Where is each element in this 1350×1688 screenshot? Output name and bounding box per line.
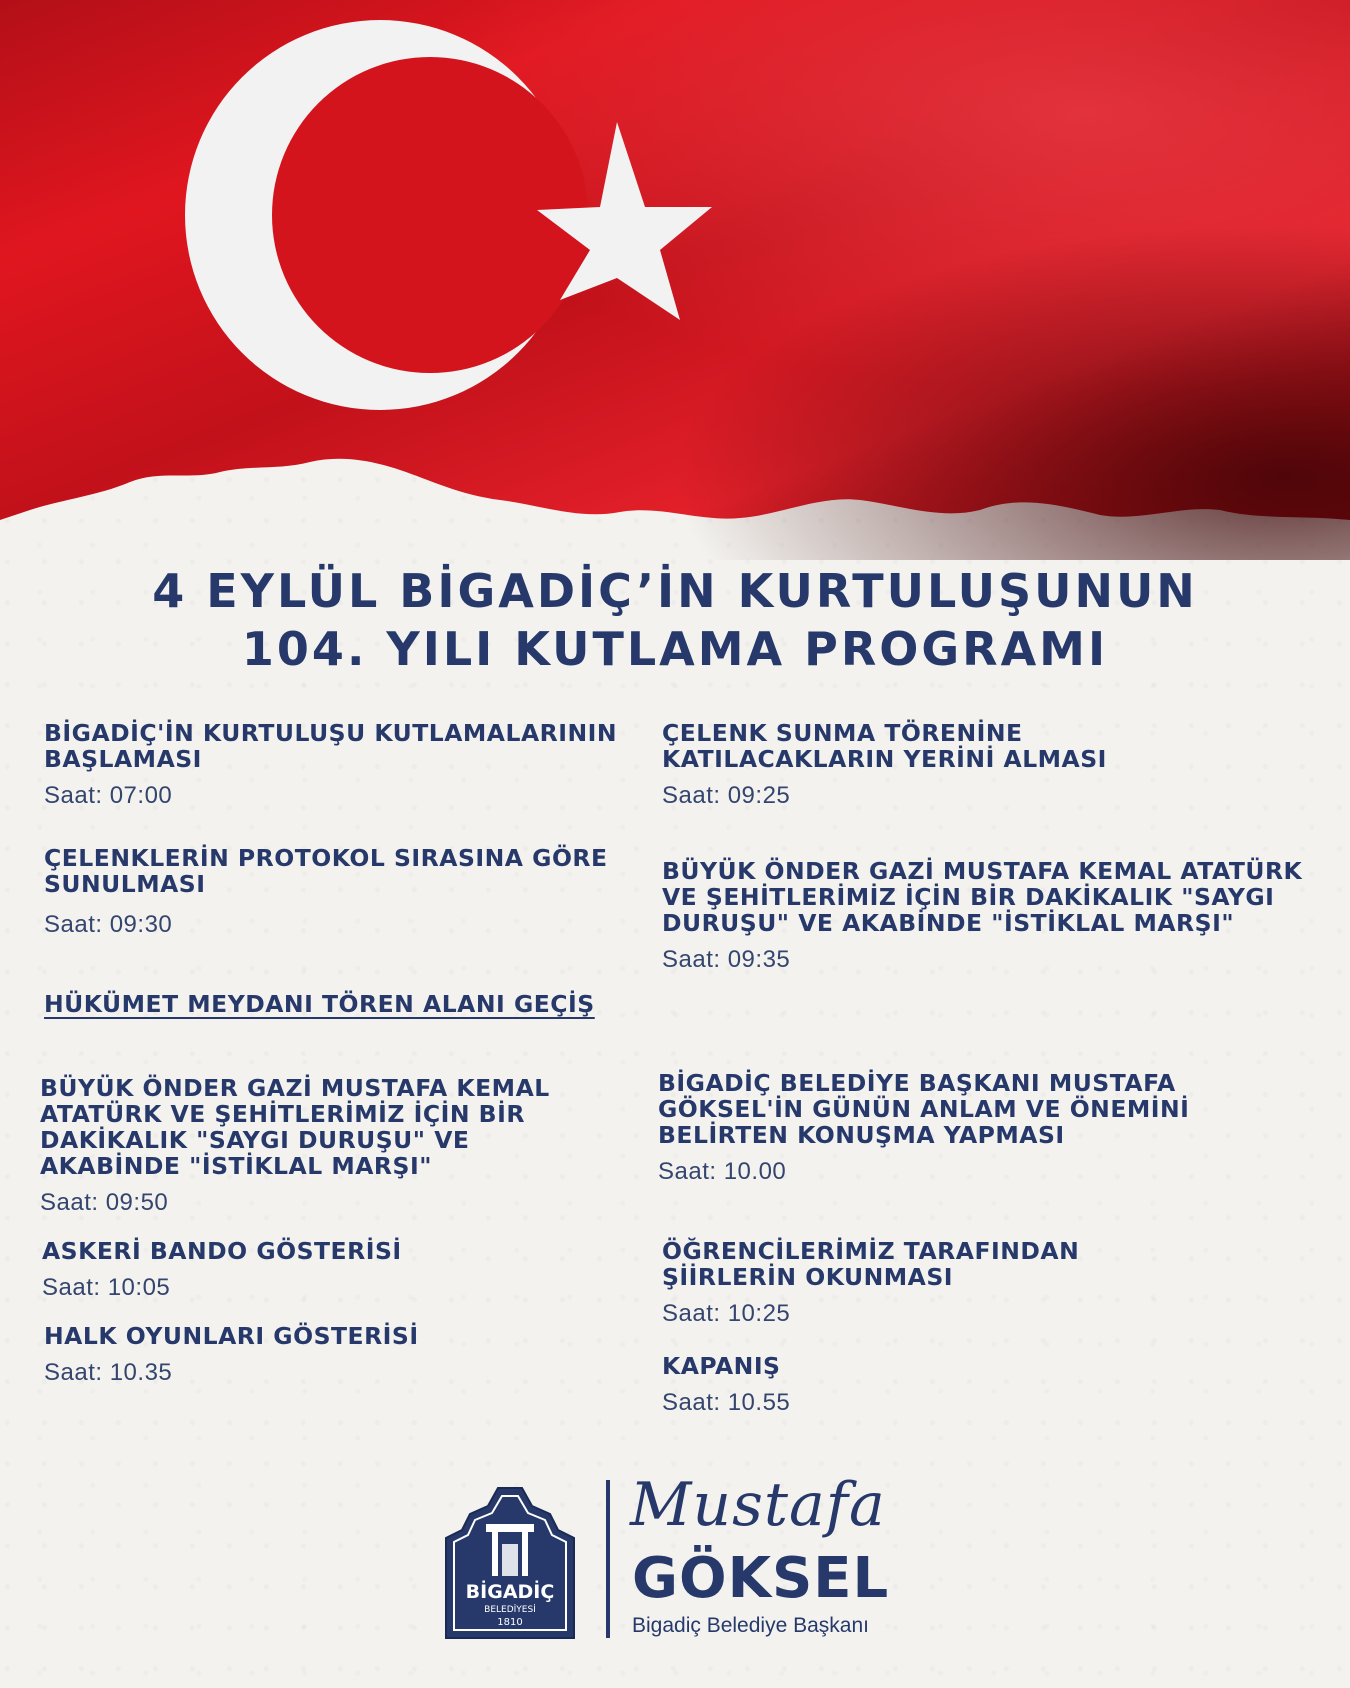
event-title: ÖĞRENCİLERİMİZ TARAFINDAN ŞİİRLERİN OKUNMASI xyxy=(662,1237,1080,1291)
section-heading: HÜKÜMET MEYDANI TÖREN ALANI GEÇİŞ xyxy=(44,990,595,1018)
event-time: Saat: 10.55 xyxy=(662,1389,791,1416)
event-title: BÜYÜK ÖNDER GAZİ MUSTAFA KEMAL ATATÜRK VE ŞEHİTLERİMİZ İÇİN BİR DAKİKALIK "SAYGI DURUŞU" VE AKABİNDE "İSTİKLAL MARŞI" xyxy=(40,1074,550,1180)
event-item xyxy=(658,1070,1218,1186)
title-line-2: 104. YILI KUTLAMA PROGRAMI xyxy=(241,622,1109,676)
event-title: ASKERİ BANDO GÖSTERİSİ xyxy=(42,1237,402,1265)
signature-name: GÖKSEL xyxy=(632,1546,890,1611)
event-item xyxy=(662,1238,1222,1328)
event-title: KAPANIŞ xyxy=(662,1352,781,1380)
event-time: Saat: 10.35 xyxy=(44,1359,173,1386)
event-item xyxy=(662,720,1262,810)
event-title: ÇELENKLERİN PROTOKOL SIRASINA GÖRE SUNULMASI xyxy=(44,844,608,898)
event-item xyxy=(662,1353,1222,1417)
event-time: Saat: 10.00 xyxy=(658,1158,787,1185)
event-time: Saat: 10:25 xyxy=(662,1300,791,1327)
event-item xyxy=(42,1238,602,1302)
logo-subtext: BELEDİYESİ xyxy=(484,1605,536,1615)
footer-signature xyxy=(440,1470,1000,1650)
event-time: Saat: 07:00 xyxy=(44,782,173,809)
event-time: Saat: 09:35 xyxy=(662,946,791,973)
turkish-flag-banner xyxy=(0,0,1350,560)
event-time: Saat: 10:05 xyxy=(42,1274,171,1301)
page-title xyxy=(0,562,1350,678)
signature-script: Mustafa xyxy=(630,1470,886,1540)
event-title: ÇELENK SUNMA TÖRENİNE KATILACAKLARIN YERİNİ ALMASI xyxy=(662,719,1107,773)
event-title: BİGADİÇ BELEDİYE BAŞKANI MUSTAFA GÖKSEL'İN GÜNÜN ANLAM VE ÖNEMİNİ BELİRTEN KONUŞMA YAPMASI xyxy=(658,1069,1190,1149)
event-title: BİGADİÇ'İN KURTULUŞU KUTLAMALARININ BAŞLAMASI xyxy=(44,719,618,773)
logo-year: 1810 xyxy=(497,1617,523,1628)
event-time: Saat: 09:30 xyxy=(44,911,173,938)
logo-text: BİGADİÇ xyxy=(465,1581,555,1603)
event-item xyxy=(44,720,624,810)
signature-role: Bigadiç Belediye Başkanı xyxy=(632,1614,869,1637)
event-time: Saat: 09:50 xyxy=(40,1189,169,1216)
event-item xyxy=(40,1075,580,1217)
event-time: Saat: 09:25 xyxy=(662,782,791,809)
event-title: HALK OYUNLARI GÖSTERİSİ xyxy=(44,1322,419,1350)
title-line-1: 4 EYLÜL BİGADİÇ’İN KURTULUŞUNUN xyxy=(152,564,1198,618)
event-item xyxy=(662,858,1312,974)
municipality-logo xyxy=(440,1478,580,1644)
event-item xyxy=(44,1323,604,1387)
event-item xyxy=(44,845,624,939)
footer-divider xyxy=(606,1480,610,1638)
event-title: BÜYÜK ÖNDER GAZİ MUSTAFA KEMAL ATATÜRK VE ŞEHİTLERİMİZ İÇİN BİR DAKİKALIK "SAYGI DURUŞU" VE AKABİNDE "İSTİKLAL MARŞI" xyxy=(662,857,1303,937)
